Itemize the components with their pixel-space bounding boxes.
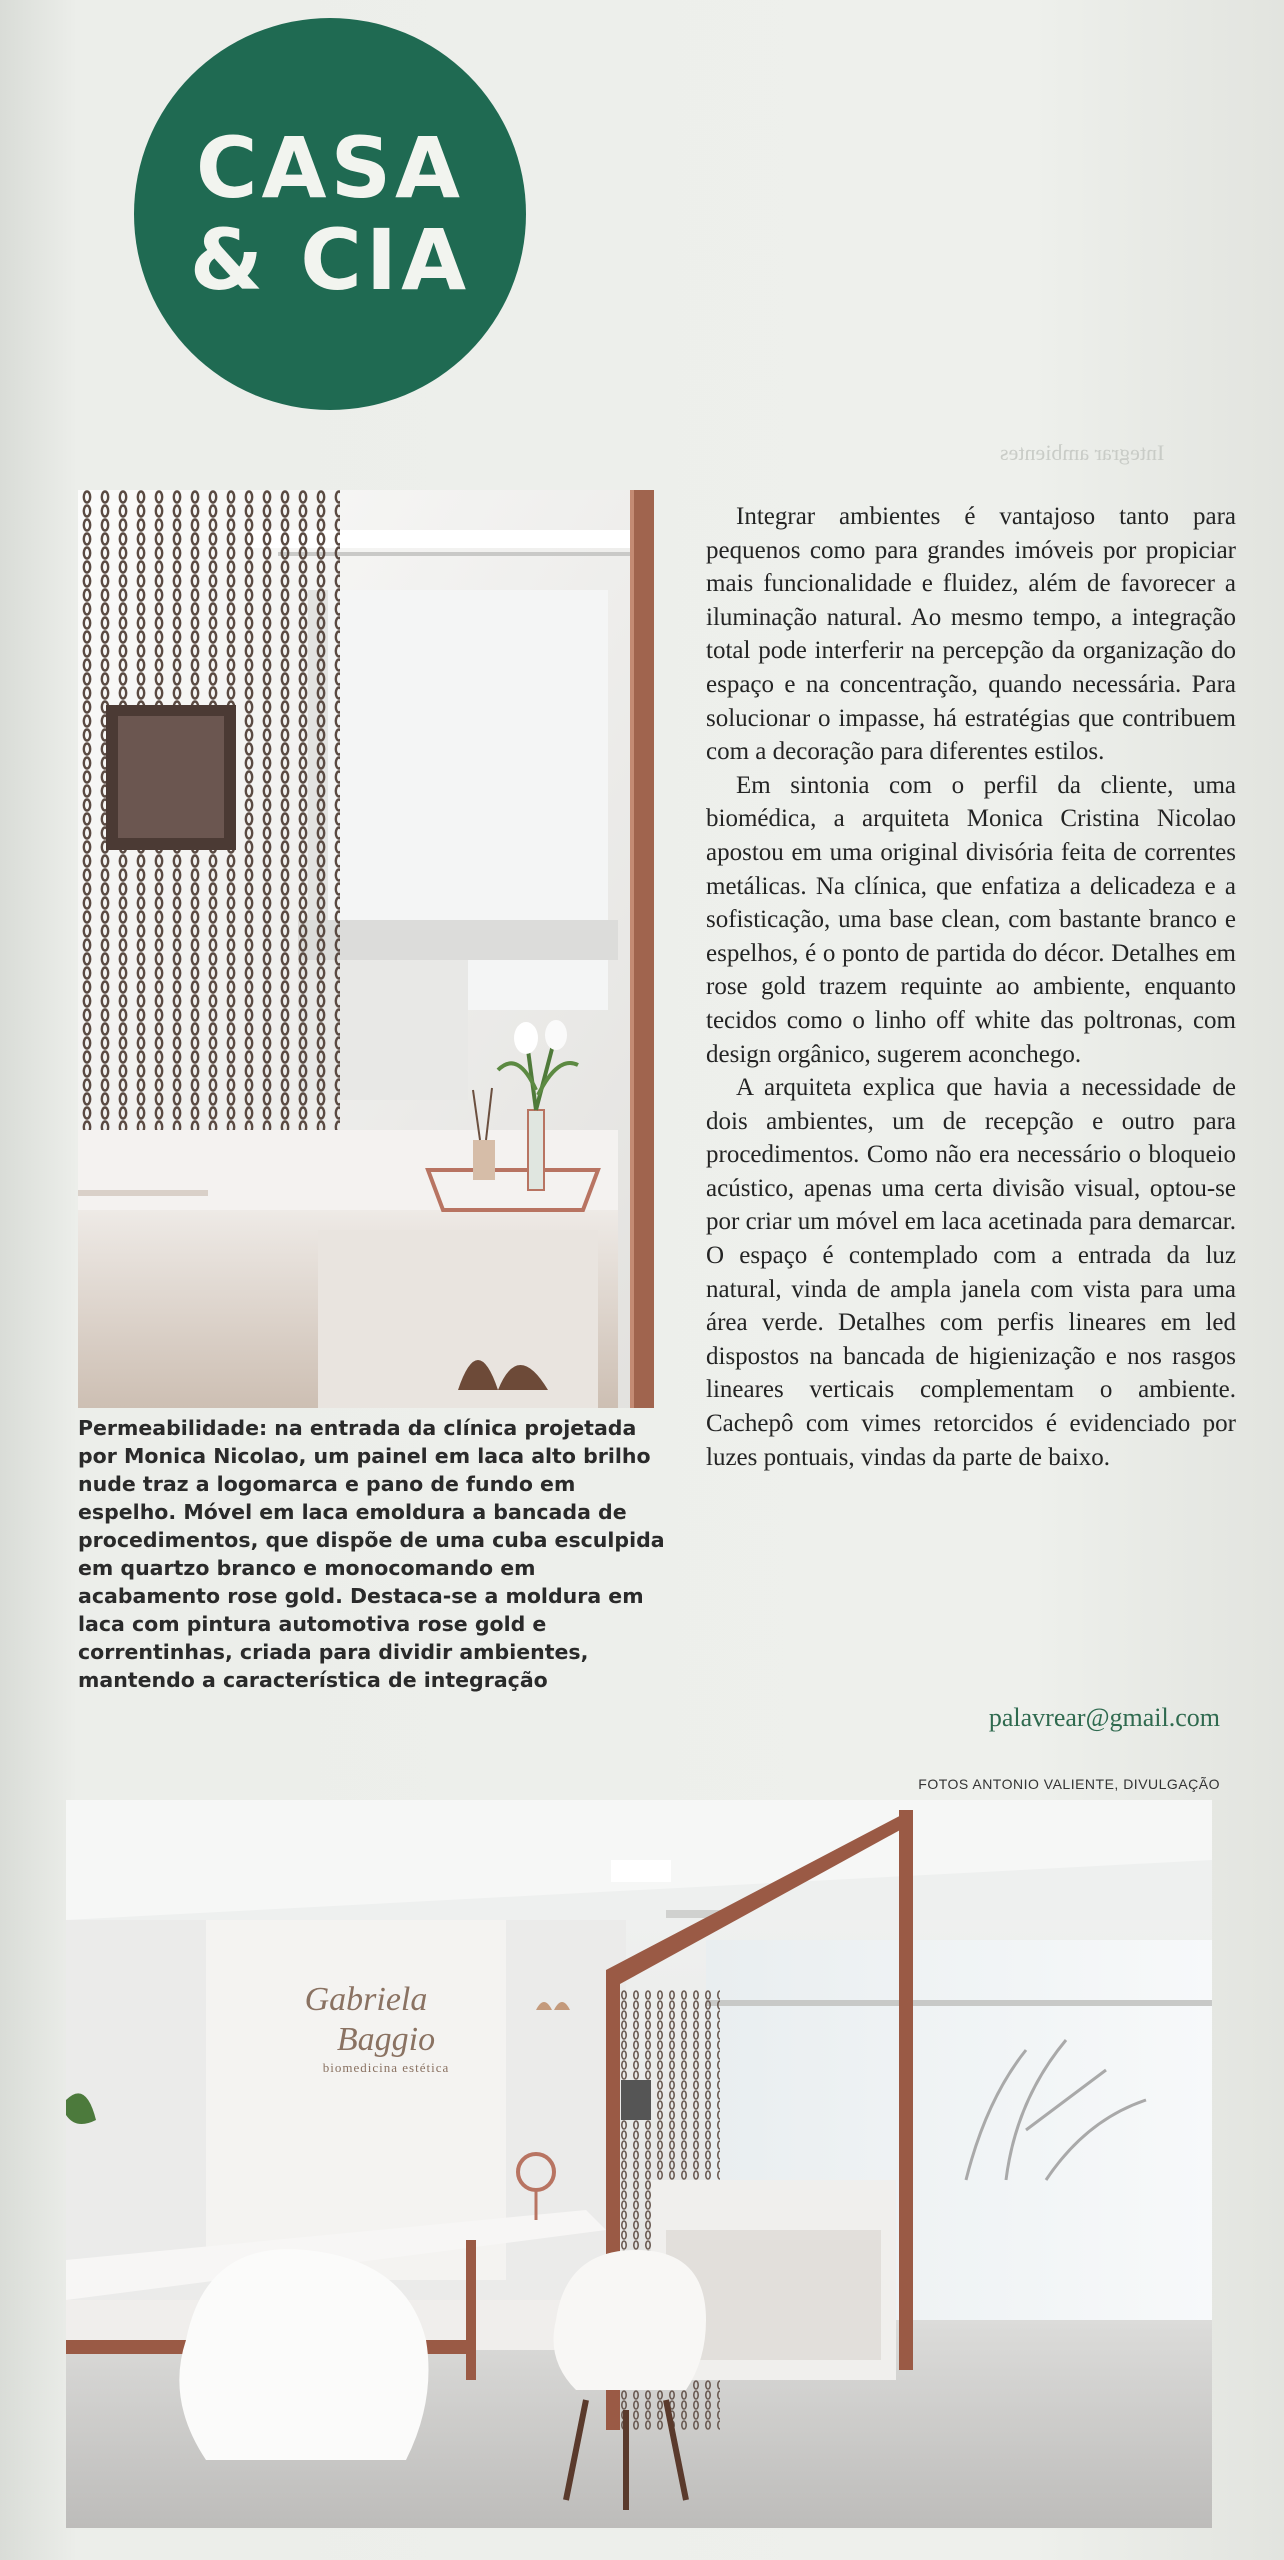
photo-credit: FOTOS ANTONIO VALIENTE, DIVULGAÇÃO: [918, 1776, 1220, 1792]
photo-clinic-interior: [66, 1800, 1212, 2528]
clinic-sign-line-2: Baggio: [336, 2021, 436, 2058]
article-body: [706, 500, 1236, 1474]
show-through-text: Integrar ambientes: [1000, 440, 1165, 465]
logo-line-1: CASA: [195, 119, 465, 217]
section-logo: [134, 18, 526, 410]
clinic-sign-line-3: biomedicina estética: [322, 2060, 450, 2075]
photo-clinic-interior-art: [66, 1800, 1212, 2528]
author-email: palavrear@gmail.com: [988, 1703, 1220, 1732]
paragraph: Integrar ambientes é vantajoso tanto para pequenos como para grandes imóveis por propiciar mais funcionalidade e fluidez, além de favorecer a iluminação natural. Ao mesmo tempo, a integração total pode interferir na percepção da organização do espaço e na concentração, quando necessária. Para solucionar o impasse, há estratégias que contribuem com a decoração para diferentes estilos.: [706, 503, 1236, 766]
paragraph: A arquiteta explica que havia a necessidade de dois ambientes, um de recepção e outro para procedimentos. Como não era necessário o bloqueio acústico, apenas uma certa divisão visual, optou-se por criar um móvel em laca acetinada para demarcar. O espaço é contemplado com a entrada da luz natural, vinda de ampla janela com vista para uma área verde. Detalhes com perfis lineares em led dispostos na bancada de higienização e nos rasgos lineares verticais complementam o ambiente. Cachepô com vimes retorcidos é evidenciado por luzes pontuais, vindas da parte de baixo.: [706, 1074, 1236, 1471]
photo-caption: Permeabilidade: na entrada da clínica projetada por Monica Nicolao, um painel em laca alto brilho nude traz a logomarca e pano de fundo em espelho. Móvel em laca emoldura a bancada de procedimentos, que dispõe de uma cuba esculpida em quartzo branco e monocomando em acabamento rose gold. Destaca-se a moldura em laca com pintura automotiva rose gold e correntinhas, criada para dividir ambientes, mantendo a característica de integração: [78, 1416, 665, 1692]
clinic-sign: [246, 1980, 486, 2076]
photo-clinic-entrance: [78, 490, 654, 1408]
clinic-sign-line-1: Gabriela: [304, 1981, 428, 2018]
photo-clinic-entrance-art: [78, 490, 654, 1408]
logo-line-2: & CIA: [189, 211, 471, 309]
paragraph: Em sintonia com o perfil da cliente, uma biomédica, a arquiteta Monica Cristina Nicolao apostou em uma original divisória feita de correntes metálicas. Na clínica, que enfatiza a delicadeza e a sofisticação, uma base clean, com bastante branco e espelhos, é o ponto de partida do décor. Detalhes em rose gold trazem requinte ao ambiente, enquanto tecidos como o linho off white das poltronas, com design orgânico, sugerem aconchego.: [706, 771, 1236, 1068]
